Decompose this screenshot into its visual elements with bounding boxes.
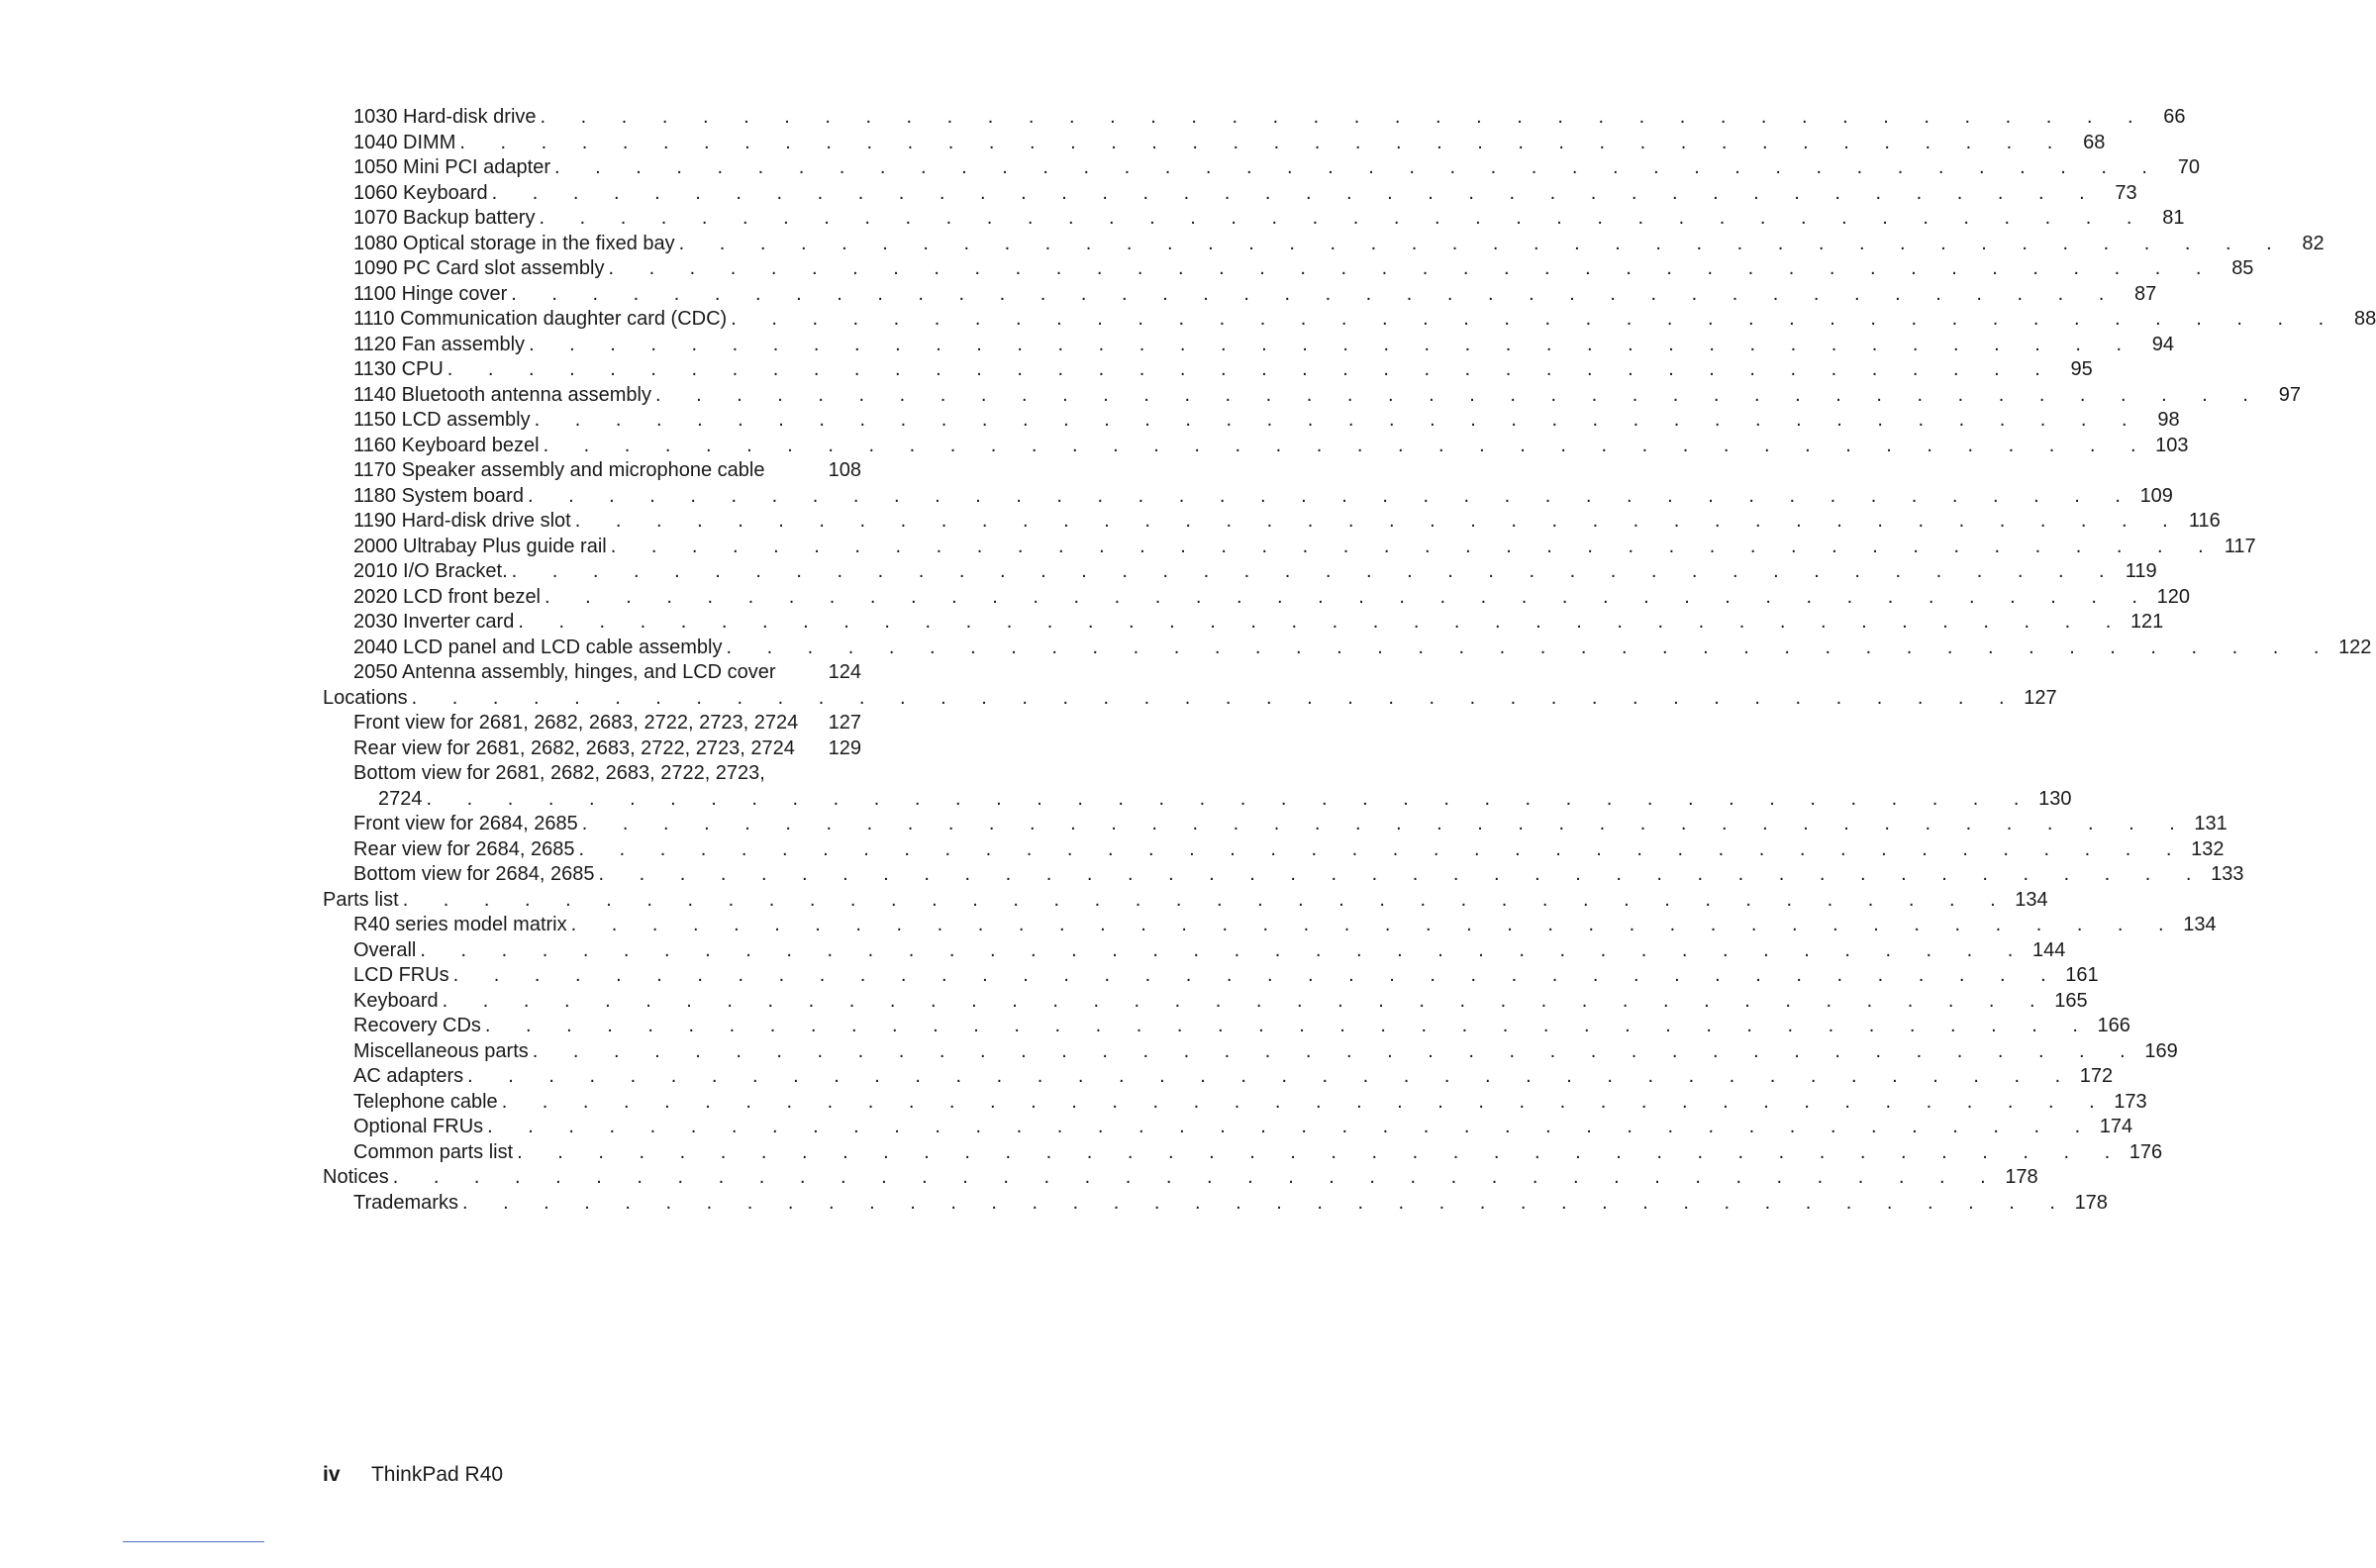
toc-entry-title: R40 series model matrix	[353, 914, 567, 935]
toc-entry-page-number: 174	[2099, 1116, 2133, 1137]
toc-section-entry[interactable]	[323, 585, 2190, 611]
toc-entry-title: 2724	[378, 787, 423, 810]
dot-leader: . . . . . . . . . . . . . . . . . . . . . . . . . . . . . . . . . . . . . . . .	[459, 131, 2068, 153]
toc-section-entry[interactable]	[323, 559, 2157, 585]
toc-entry-page-number: 129	[828, 736, 861, 759]
toc-entry-page-number: 172	[2079, 1065, 2114, 1087]
dot-leader: . . . . . . . . . . . . . . . . . . . . . . . . . . . . . . . . . . . . . . . .	[654, 383, 2263, 406]
toc-section-entry[interactable]	[323, 256, 2254, 282]
toc-entry-page-number: 95	[2070, 358, 2093, 380]
toc-entry-page-number: 131	[2194, 813, 2228, 834]
toc-entry-page-number: 103	[2155, 434, 2189, 456]
toc-entry-page-number: 165	[2054, 989, 2088, 1012]
toc-entry-title: AC adapters	[353, 1065, 464, 1087]
toc-entry-title: 1090 PC Card slot assembly	[353, 257, 605, 279]
dot-leader: . . . . . . . . . . . . . . . . . . . . . . . . . . . . . . . . . . . . . . . .	[543, 434, 2151, 456]
toc-entry-title: 2030 Inverter card	[353, 611, 515, 633]
toc-entry-title: Miscellaneous parts	[353, 1039, 529, 1062]
dot-leader: . . . . . . . . . . . . . . . . . . . . . . . . . . . . . . . . . . . . . . . .	[678, 232, 2287, 254]
divider-line	[123, 1541, 264, 1542]
toc-entry-page-number: 108	[828, 459, 861, 481]
toc-entry-page-number: 116	[2188, 510, 2221, 532]
toc-entry-page-number: 178	[2005, 1166, 2038, 1188]
toc-section-entry[interactable]	[323, 1115, 2133, 1140]
toc-section-entry[interactable]	[323, 812, 2228, 837]
toc-entry-title: Front view for 2681, 2682, 2683, 2722, 2723, 2724	[353, 712, 799, 734]
toc-entry-title: 2040 LCD panel and LCD cable assembly	[353, 636, 723, 658]
book-title: ThinkPad R40	[370, 1463, 504, 1486]
dot-leader: . . . . . . . . . . . . . . . . . . . . . . . . . . . . . . . . . . . . . . . .	[540, 106, 2148, 128]
toc-entry-page-number: 161	[2065, 964, 2099, 986]
toc-entry-title: Parts list	[323, 888, 399, 911]
toc-section-entry[interactable]	[323, 963, 2099, 989]
toc-entry-page-number: 85	[2231, 257, 2254, 279]
dot-leader: . . . . . . . . . . . . . . . . . . . . . . . . . . . . . . . . . . . . . . . .	[461, 1191, 2070, 1214]
toc-entry-page-number: 122	[2338, 636, 2372, 658]
toc-entry-title: Common parts list	[353, 1140, 514, 1163]
dot-leader: . . . . . . . . . . . . . . . . . . . . . . . . . . . . . . . . . . . . . . . .	[487, 1116, 2096, 1137]
dot-leader: . . . . . . . . . . . . . . . . . . . . . . . . . . . . . . . . . . . . . . . .	[544, 585, 2152, 608]
dot-leader: . . . . . . . . . . . . . . . . . . . . . . . . . . . . . . . . . . . . . . . .	[518, 611, 2127, 633]
toc-entry-title: Notices	[323, 1166, 389, 1188]
toc-entry-title: 1190 Hard-disk drive slot	[353, 510, 571, 532]
toc-section-entry[interactable]	[323, 206, 2185, 232]
toc-entry-title: 1040 DIMM	[353, 131, 456, 153]
dot-leader: . . . . . . . . . . . . . . . . . . . . . . . . . . . . . . . . . . . . . . . .	[452, 964, 2061, 986]
toc-entry-title: LCD FRUs	[353, 964, 449, 986]
toc-entry-title: 1140 Bluetooth antenna assembly	[353, 383, 651, 406]
toc-entry-page-number: 81	[2162, 207, 2185, 229]
toc-entry-title: 1110 Communication daughter card (CDC)	[353, 308, 728, 330]
dot-leader: . . . . . . . . . . . . . . . . . . . . . . . . . . . . . . . . . . . . . . . .	[726, 636, 2334, 658]
toc-section-entry[interactable]	[323, 610, 2164, 636]
toc-chapter-entry[interactable]	[323, 686, 2057, 712]
toc-entry-title: 2010 I/O Bracket.	[353, 560, 508, 582]
dot-leader: . . . . . . . . . . . . . . . . . . . . . . . . . . . . . . . . . . . . . . . .	[608, 257, 2217, 279]
toc-section-entry[interactable]	[323, 1191, 2108, 1217]
toc-entry-title: 1180 System board	[353, 484, 524, 507]
toc-chapter-entry[interactable]	[323, 1165, 2038, 1191]
toc-entry-page-number: 134	[2183, 914, 2217, 935]
dot-leader: . . . . . . . . . . . . . . . . . . . . . . . . . . . . . . . . . . . . . . . .	[574, 510, 2183, 532]
dot-leader: . . . . . . . . . . . . . . . . . . . . . . . . . . . . . . . . . . . . . . . .	[581, 813, 2190, 834]
toc-section-entry[interactable]	[323, 1090, 2147, 1116]
dot-leader: . . . . . . . . . . . . . . . . . . . . . . . . . . . . . . . . . . . . . . . .	[539, 207, 2147, 229]
toc-section-entry[interactable]	[323, 282, 2157, 308]
toc-entry-title: Telephone cable	[353, 1090, 498, 1113]
dot-leader: . . . . . . . . . . . . . . . . . . . . . . . . . . . . . . . . . . . . . . . .	[467, 1065, 2076, 1087]
toc-entry-page-number: 97	[2278, 383, 2301, 406]
dot-leader: . . . . . . . . . . . . . . . . . . . . . . . . . . . . . . . . . . . . . . . .	[491, 181, 2100, 204]
page-number: iv	[323, 1463, 341, 1486]
toc-section-entry[interactable]	[323, 458, 861, 484]
table-of-contents	[323, 105, 2376, 1216]
dot-leader: . . . . . . . . . . . . . . . . . . . . . . . . . . . . . . . . . . . . . . . .	[731, 308, 2339, 330]
toc-section-entry[interactable]	[323, 434, 2189, 459]
toc-section-entry[interactable]	[323, 333, 2175, 358]
dot-leader: . . . . . . . . . . . . . . . . . . . . . . . . . . . . . . . . . . . . . . . .	[529, 333, 2137, 355]
toc-entry-title: 1160 Keyboard bezel	[353, 434, 540, 456]
toc-entry-title: 1060 Keyboard	[353, 181, 488, 204]
toc-entry-title: 1050 Mini PCI adapter	[353, 156, 551, 178]
toc-section-entry[interactable]	[323, 1039, 2178, 1065]
toc-section-entry[interactable]	[323, 1064, 2114, 1090]
toc-entry-title: Rear view for 2684, 2685	[353, 837, 575, 860]
toc-entry-page-number: 134	[2015, 888, 2048, 911]
toc-section-entry[interactable]	[323, 787, 2072, 813]
toc-entry-title: 1130 CPU	[353, 358, 444, 380]
toc-entry-title: 2000 Ultrabay Plus guide rail	[353, 535, 607, 557]
toc-entry-title: 1100 Hinge cover	[353, 282, 508, 305]
dot-leader: . . . . . . . . . . . . . . . . . . . . . . . . . . . . . . . . . . . . . . . .	[570, 914, 2179, 935]
toc-entry-page-number: 88	[2353, 308, 2376, 330]
toc-entry-page-number: 124	[828, 661, 861, 683]
toc-section-entry[interactable]	[323, 938, 2066, 964]
toc-entry-title: Overall	[353, 938, 417, 961]
toc-section-entry[interactable]	[323, 989, 2088, 1015]
dot-leader: . . . . . . . . . . . . . . . . . . . . . . . . . . . . . . . . . . . . . . . .	[511, 282, 2120, 305]
toc-entry-title: 2020 LCD front bezel	[353, 585, 542, 608]
toc-entry-page-number: 66	[2163, 106, 2186, 128]
toc-entry-page-number: 166	[2097, 1015, 2130, 1036]
toc-entry-title: Keyboard	[353, 989, 439, 1012]
toc-section-entry[interactable]	[323, 1014, 2130, 1039]
dot-leader: . . . . . . . . . . . . . . . . . . . . . . . . . . . . . . . . . . . . . . . .	[426, 787, 2034, 810]
dot-leader: . . . . . . . . . . . . . . . . . . . . . . . . . . . . . . . . . . . . . . . .	[392, 1166, 2001, 1188]
dot-leader: . . . . . . . . . . . . . . . . . . . . . . . . . . . . . . . . . . . . . . . .	[420, 938, 2029, 961]
dot-leader: . . . . . . . . . . . . . . . . . . . . . . . . . . . . . . . . . . . . . . . .	[554, 156, 2162, 178]
dot-leader: . . . . . . . . . . . . . . . . . . . . . . . . . . . . . . . . . . . . . . . .	[484, 1015, 2093, 1036]
toc-entry-title: Optional FRUs	[353, 1116, 484, 1137]
toc-entry-page-number: 120	[2156, 585, 2190, 608]
dot-leader: . . . . . . . . . . . . . . . . . . . . . . . . . . . . . . . . . . . . . . . .	[578, 837, 2187, 860]
toc-entry-page-number: 109	[2139, 484, 2173, 507]
dot-leader: . . . . . . . . . . . . . . . . . . . . . . . . . . . . . . . . . . . . . . . .	[411, 686, 2020, 709]
toc-section-entry[interactable]	[323, 484, 2173, 510]
toc-section-entry[interactable]	[323, 408, 2180, 434]
toc-entry-title: Locations	[323, 686, 408, 709]
toc-entry-page-number: 133	[2211, 863, 2244, 885]
toc-entry-page-number: 119	[2125, 560, 2157, 582]
dot-leader: . . . . . . . . . . . . . . . . . . . . . . . . . . . . . . . . . . . . . . . .	[532, 1039, 2140, 1062]
toc-entry-page-number: 73	[2115, 181, 2137, 204]
toc-entry-title: Front view for 2684, 2685	[353, 813, 578, 834]
toc-entry-title: 2050 Antenna assembly, hinges, and LCD cover	[353, 661, 776, 683]
toc-section-entry[interactable]	[323, 232, 2325, 257]
toc-section-entry[interactable]	[323, 131, 2106, 156]
toc-section-entry[interactable]	[323, 307, 2376, 333]
toc-entry-title: Rear view for 2681, 2682, 2683, 2722, 2723, 2724	[353, 736, 795, 759]
dot-leader: . . . . . . . . . . . . . . . . . . . . . . . . . . . . . . . . . . . . . . . .	[610, 535, 2219, 557]
toc-section-entry[interactable]	[323, 509, 2221, 535]
toc-entry-page-number: 127	[2024, 686, 2057, 709]
toc-section-entry[interactable]	[323, 837, 2225, 863]
toc-entry-title: 1170 Speaker assembly and microphone cable	[353, 459, 765, 481]
toc-entry-page-number: 70	[2177, 156, 2200, 178]
dot-leader: . . . . . . . . . . . . . . . . . . . . . . . . . . . . . . . . . . . . . . . .	[511, 560, 2120, 582]
toc-entry-title: 1030 Hard-disk drive	[353, 106, 537, 128]
toc-entry-title: Recovery CDs	[353, 1015, 481, 1036]
toc-section-entry[interactable]	[323, 660, 861, 686]
dot-leader: . . . . . . . . . . . . . . . . . . . . . . . . . . . . . . . . . . . . . . . .	[442, 989, 2050, 1012]
toc-entry-page-number: 176	[2128, 1140, 2163, 1163]
toc-entry-title: 1080 Optical storage in the fixed bay	[353, 232, 675, 254]
toc-section-entry[interactable]	[323, 357, 2093, 383]
toc-entry-page-number: 173	[2114, 1090, 2147, 1113]
toc-entry-title: 1150 LCD assembly	[353, 409, 531, 431]
toc-section-entry[interactable]	[323, 383, 2301, 409]
page-footer	[323, 1463, 503, 1487]
toc-entry-page-number: 117	[2224, 535, 2256, 557]
dot-leader: . . . . . . . . . . . . . . . . . . . . . . . . . . . . . . . . . . . . . . . .	[598, 863, 2207, 885]
toc-entry-page-number: 121	[2129, 611, 2164, 633]
toc-entry-page-number: 130	[2038, 787, 2072, 810]
toc-section-entry[interactable]	[323, 862, 2244, 888]
toc-section-entry[interactable]	[323, 711, 861, 736]
toc-entry-page-number: 127	[828, 712, 861, 734]
toc-section-entry[interactable]	[323, 181, 2137, 207]
toc-section-entry[interactable]	[323, 736, 861, 762]
toc-entry-page-number: 144	[2031, 938, 2066, 961]
toc-entry-page-number: 169	[2144, 1039, 2178, 1062]
toc-entry-page-number: 87	[2134, 282, 2157, 305]
toc-section-entry[interactable]	[323, 535, 2256, 560]
dot-leader: . . . . . . . . . . . . . . . . . . . . . . . . . . . . . . . . . . . . . . . .	[534, 409, 2142, 431]
dot-leader: . . . . . . . . . . . . . . . . . . . . . . . . . . . . . . . . . . . . . . . .	[527, 484, 2135, 507]
toc-entry-title: Trademarks	[353, 1191, 458, 1214]
toc-entry-title: 1120 Fan assembly	[353, 333, 526, 355]
toc-chapter-entry[interactable]	[323, 888, 2048, 914]
toc-section-entry[interactable]	[323, 913, 2217, 938]
toc-entry-page-number: 94	[2151, 333, 2175, 355]
toc-entry-page-number: 132	[2191, 837, 2225, 860]
toc-section-entry[interactable]	[323, 636, 2372, 661]
toc-entry-title: Bottom view for 2681, 2682, 2683, 2722, 2723,	[353, 762, 765, 784]
toc-section-entry[interactable]	[323, 105, 2186, 131]
toc-section-entry[interactable]	[323, 1140, 2163, 1166]
toc-entry-page-number: 98	[2157, 409, 2180, 431]
dot-leader: . . . . . . . . . . . . . . . . . . . . . . . . . . . . . . . . . . . . . . . .	[517, 1140, 2126, 1163]
toc-entry-title: 1070 Backup battery	[353, 207, 536, 229]
toc-entry-page-number: 178	[2074, 1191, 2108, 1214]
toc-entry-page-number: 68	[2083, 131, 2106, 153]
dot-leader: . . . . . . . . . . . . . . . . . . . . . . . . . . . . . . . . . . . . . . . .	[501, 1090, 2110, 1113]
toc-entry-page-number: 82	[2302, 232, 2325, 254]
dot-leader: . . . . . . . . . . . . . . . . . . . . . . . . . . . . . . . . . . . . . . . .	[446, 358, 2055, 380]
toc-entry-title: Bottom view for 2684, 2685	[353, 863, 595, 885]
dot-leader: . . . . . . . . . . . . . . . . . . . . . . . . . . . . . . . . . . . . . . . .	[402, 888, 2011, 911]
toc-section-entry[interactable]	[323, 155, 2200, 181]
toc-section-entry[interactable]	[323, 761, 861, 787]
